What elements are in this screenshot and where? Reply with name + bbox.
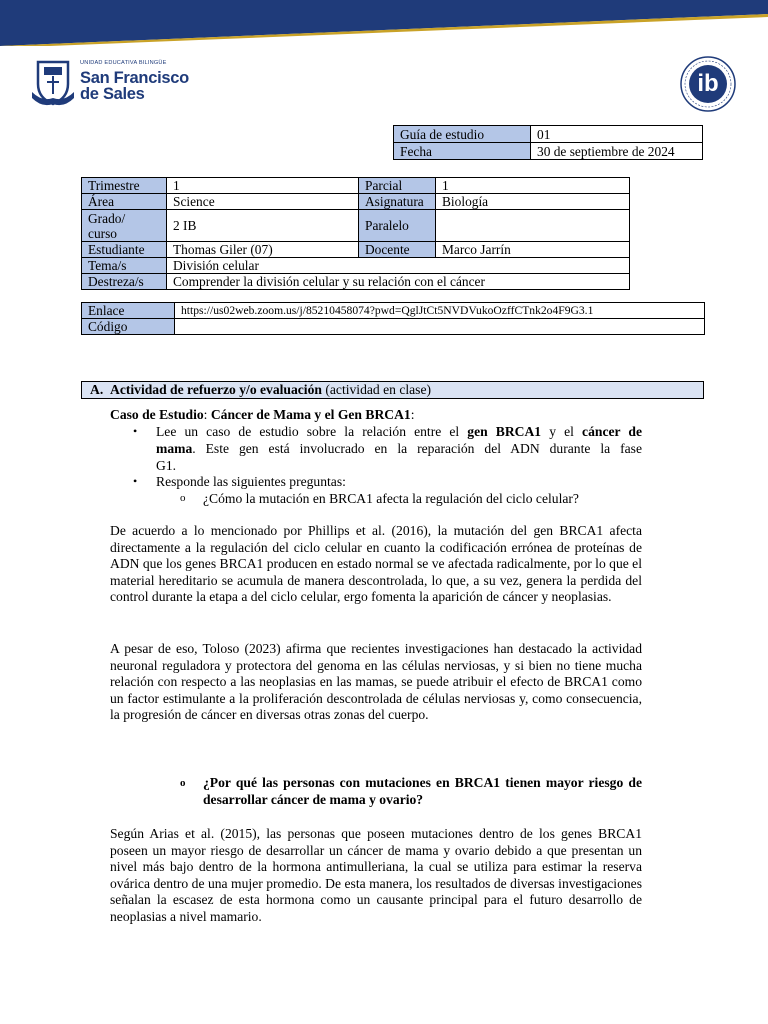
estudiante-label: Estudiante [82, 242, 167, 258]
school-subtitle: UNIDAD EDUCATIVA BILINGÜE [80, 60, 167, 66]
info-table [81, 177, 630, 290]
trimestre-label: Trimestre [82, 178, 167, 194]
destreza-value: Comprender la división celular y su relación con el cáncer [167, 274, 630, 290]
area-label: Área [82, 194, 167, 210]
answer-1-paragraph-2: A pesar de eso, Toloso (2023) afirma que recientes investigaciones han destacado la actividad neuronal reguladora y protectora del genoma en las células nerviosas, y si bien no tiene mucha relación con respecto a las neoplasias en las mamas, se puede atribuir el efecto de BRCA1 como un factor estimulante a la proliferación descontrolada de células nerviosas y, como consecuencia, la progresión de cáncer en diversas otras zonas del cuerpo. [110, 641, 642, 723]
date-label-cell: Fecha [394, 143, 531, 160]
tema-label: Tema/s [82, 258, 167, 274]
bullet-1-text-a: Lee un caso de estudio sobre la relación entre el [156, 424, 468, 439]
bullet-2-symbol: • [133, 474, 138, 488]
school-name-line-1: San Francisco [80, 69, 189, 87]
bullet-1-mama: mama [156, 441, 193, 456]
case-title [110, 406, 415, 423]
codigo-value [175, 319, 705, 335]
asignatura-value: Biología [436, 194, 630, 210]
section-title [110, 382, 431, 398]
tema-value: División celular [167, 258, 630, 274]
section-title-rest: (actividad en clase) [321, 382, 432, 397]
link-table [81, 302, 705, 335]
codigo-label: Código [82, 319, 175, 335]
paralelo-value [436, 210, 630, 242]
grado-label [82, 210, 167, 242]
bullet-1-text-rest: . Este gen está involucrado en la reparación del ADN durante la fase [192, 441, 642, 456]
enlace-value[interactable]: https://us02web.zoom.us/j/85210458074?pwd=QglJtCt5NVDVukoOzffCTnk2o4F9G3.1 [175, 303, 705, 319]
case-title-colon: : [203, 407, 211, 422]
question-1-text: ¿Cómo la mutación en BRCA1 afecta la regulación del ciclo celular? [203, 491, 579, 506]
school-name-line-2: de Sales [80, 85, 145, 103]
header-band [0, 0, 768, 46]
estudiante-value: Thomas Giler (07) [167, 242, 359, 258]
school-logo [30, 58, 190, 110]
school-name [80, 70, 189, 102]
ib-logo-text: ib [697, 70, 719, 97]
guide-table [393, 125, 703, 160]
grado-label-line-1: Grado/ [88, 210, 126, 226]
paralelo-label: Paralelo [359, 210, 436, 242]
guide-number-cell: 01 [531, 126, 703, 143]
parcial-label: Parcial [359, 178, 436, 194]
trimestre-value: 1 [167, 178, 359, 194]
bullet-1-text-c: y el [541, 424, 583, 439]
parcial-value: 1 [436, 178, 630, 194]
section-a-header [81, 381, 704, 399]
docente-value: Marco Jarrín [436, 242, 630, 258]
question-2-text: ¿Por qué las personas con mutaciones en BRCA1 tienen mayor riesgo de desarrollar cáncer de mama y ovario? [203, 775, 642, 807]
answer-1-paragraph-1: De acuerdo a lo mencionado por Phillips et al. (2016), la mutación del gen BRCA1 afecta directamente a la regulación del ciclo celular en cuanto la codificación errónea de proteínas de ADN que los genes BRCA1 producen en estado normal se ve afectada radicalmente, por lo que el material hereditario se acumula de manera descontrolada, lo que, a su vez, genera la perdida del control durante la etapa a del ciclo celular, ergo fomenta la aparición de cáncer y neoplasias. [110, 523, 642, 605]
answer-2-paragraph: Según Arias et al. (2015), las personas que poseen mutaciones dentro de los genes BRCA1 poseen un mayor riesgo de desarrollar un cáncer de mama y ovario debido a que presentan un nivel más bajo dentro de la hormona antimulleriana, la cual se utiliza para estimar la reserva ovárica dentro de una mujer promedio. De esta manera, los resultados de diversas investigaciones señalan la escasez de esta hormona como un causante principal para el futuro desarrollo de neoplasias a nivel mamario. [110, 826, 642, 924]
bullet-1-line-3: G1. [156, 458, 177, 473]
case-title-bold-1: Caso de Estudio [110, 407, 204, 422]
enlace-label: Enlace [82, 303, 175, 319]
case-title-bold-2: Cáncer de Mama y el Gen BRCA1 [210, 407, 411, 422]
guide-label-cell: Guía de estudio [394, 126, 531, 143]
destreza-label: Destreza/s [82, 274, 167, 290]
school-crest-icon [30, 58, 76, 108]
docente-label: Docente [359, 242, 436, 258]
bullet-1-cancer: cáncer de [582, 424, 642, 439]
section-letter: A. [90, 382, 104, 397]
date-value-cell: 30 de septiembre de 2024 [531, 143, 703, 160]
ib-logo [680, 56, 736, 112]
section-title-bold: Actividad de refuerzo y/o evaluación [110, 382, 322, 397]
bullet-1-line-2 [156, 440, 642, 457]
bullet-1-symbol: • [133, 424, 138, 438]
asignatura-label: Asignatura [359, 194, 436, 210]
grado-label-line-2: curso [88, 225, 118, 241]
grado-value: 2 IB [167, 210, 359, 242]
bullet-1-line-1 [156, 423, 642, 440]
area-value: Science [167, 194, 359, 210]
bullet-1-gene: gen BRCA1 [467, 424, 542, 439]
question-2-symbol: o [180, 777, 186, 789]
case-title-end: : [410, 407, 415, 422]
bullet-2-text: Responde las siguientes preguntas: [156, 474, 346, 489]
question-1-symbol: o [180, 492, 186, 504]
